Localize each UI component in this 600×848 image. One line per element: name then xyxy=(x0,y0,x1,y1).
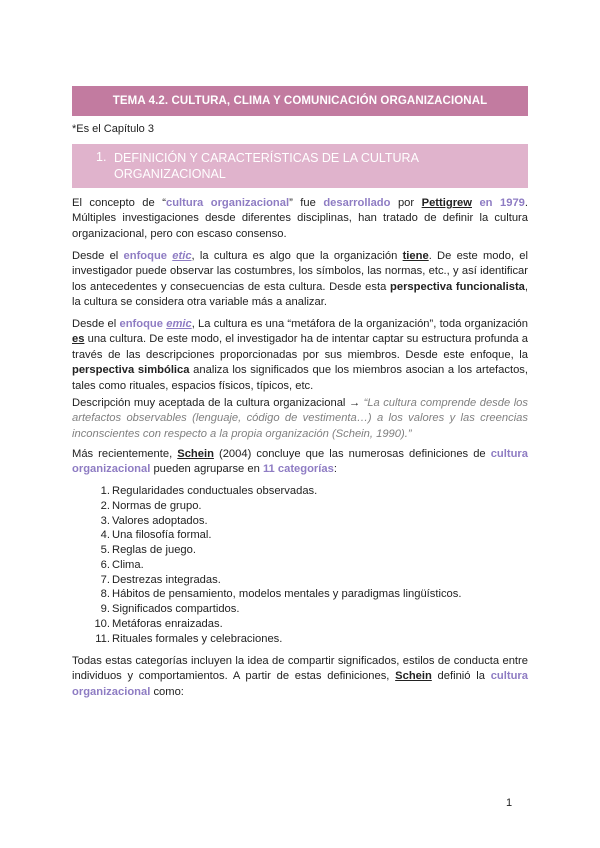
list-item xyxy=(72,514,528,529)
text-span: , la cultura se considera otra variable más a analizar. xyxy=(72,280,528,309)
text-span: definió la xyxy=(431,670,491,683)
text-span: Más recientemente, xyxy=(72,448,178,460)
list-text: Reglas de juego. xyxy=(112,544,196,556)
list-number: 10. xyxy=(94,617,110,630)
page-number: 1 xyxy=(506,797,513,809)
text-span: Descripción muy aceptada de la cultura organizacional → xyxy=(72,397,364,409)
keyword-perspectiva-funcionalista: perspectiva funcionalista xyxy=(390,280,525,293)
keyword-es: es xyxy=(72,333,85,346)
keyword-cultura-organizacional: cultura organizacional xyxy=(72,670,528,698)
list-number: 5. xyxy=(100,544,110,556)
text-span: , la cultura es algo que la organización xyxy=(191,250,403,262)
list-number: 9. xyxy=(100,603,110,615)
paragraph-schein-definicion xyxy=(72,654,528,700)
list-text: Valores adoptados. xyxy=(112,514,208,527)
text-span: Desde el xyxy=(72,318,120,330)
keyword-cultura-organizacional: cultura organizacional xyxy=(72,448,528,476)
list-text: Significados compartidos. xyxy=(112,603,240,615)
keyword-enfoque: enfoque xyxy=(123,250,173,262)
keyword-perspectiva-simbolica: perspectiva simbólica xyxy=(72,364,190,377)
keyword-tiene: tiene xyxy=(402,250,429,262)
text-span: Todas estas categorías incluyen la idea de compartir significados, estilos de conducta entre individuos y comportamientos. A partir de estas definiciones, xyxy=(72,655,528,683)
section-heading-bar xyxy=(72,144,528,188)
chapter-title-bar xyxy=(72,86,528,116)
list-item xyxy=(72,602,528,617)
list-item xyxy=(72,558,528,573)
paragraph-schein-categorias xyxy=(72,447,528,478)
list-number: 1. xyxy=(100,485,110,497)
list-text: Metáforas enraizadas. xyxy=(112,617,223,630)
list-text: Hábitos de pensamiento, modelos mentales y paradigmas lingüísticos. xyxy=(112,588,462,601)
list-number: 3. xyxy=(100,514,110,527)
keyword-etic: etic xyxy=(172,250,192,262)
list-number: 7. xyxy=(100,573,110,586)
list-number: 8. xyxy=(100,588,110,601)
text-span: como: xyxy=(150,685,184,698)
text-span: (2004) concluye que las numerosas definiciones de xyxy=(213,448,491,460)
chapter-note: *Es el Capítulo 3 xyxy=(72,123,154,135)
text-span: . De este modo, el investigador puede observar las costumbres, los símbolos, las normas, etc., y así identificar los antecedentes y consecuencias de esta cultura. Desde esta xyxy=(72,250,528,293)
list-item xyxy=(72,528,528,543)
keyword-pettigrew: Pettigrew xyxy=(421,197,472,209)
paragraph-enfoque-etic xyxy=(72,249,528,311)
list-number: 2. xyxy=(100,499,110,512)
chapter-title: TEMA 4.2. CULTURA, CLIMA Y COMUNICACIÓN ORGANIZACIONAL xyxy=(112,95,488,107)
keyword-enfoque: enfoque xyxy=(119,318,167,330)
list-number: 6. xyxy=(100,558,110,571)
text-span: ” fue xyxy=(289,197,324,209)
list-item xyxy=(72,543,528,558)
list-item xyxy=(72,587,528,602)
list-text: Rituales formales y celebraciones. xyxy=(112,632,283,645)
text-span: . Múltiples investigaciones desde diferentes disciplinas, han tratado de definir la cultura organizacional, pero con escaso consenso. xyxy=(72,197,528,240)
section-title: DEFINICIÓN Y CARACTERÍSTICAS DE LA CULTURA ORGANIZACIONAL xyxy=(114,151,419,181)
text-span: una cultura. De este modo, el investigador ha de intentar captar su estructura profunda a través de las descripciones proporcionadas por sus miembros. Desde este enfoque, la xyxy=(72,333,528,361)
list-text: Regularidades conductuales observadas. xyxy=(112,485,318,497)
keyword-schein: Schein xyxy=(395,670,432,683)
text-span: , La cultura es una “metáfora de la organización”, toda organización xyxy=(191,318,528,330)
list-item xyxy=(72,617,528,632)
list-number: 11. xyxy=(95,632,110,645)
list-text: Clima. xyxy=(112,558,144,571)
list-text: Una filosofía formal. xyxy=(112,529,212,542)
list-number: 4. xyxy=(100,529,110,542)
text-span: pueden agruparse en xyxy=(150,463,263,476)
keyword-11-categorias: 11 categorías xyxy=(262,463,334,476)
section-number: 1. xyxy=(96,150,107,164)
keyword-schein: Schein xyxy=(177,448,214,460)
paragraph-pettigrew xyxy=(72,196,528,242)
keyword-emic: emic xyxy=(166,318,192,330)
quote-schein-1990: “La cultura comprende desde los artefactos observables (lenguaje, código de vestimenta…) a los valores y las creencias inconscientes con respecto a la propia organización (Schein, 1990).” xyxy=(72,397,529,440)
text-span: Desde el xyxy=(72,250,124,262)
text-span: por xyxy=(390,197,422,209)
paragraph-definicion-aceptada xyxy=(72,396,528,442)
keyword-desarrollado: desarrollado xyxy=(323,197,391,209)
list-item xyxy=(72,573,528,588)
list-item xyxy=(72,484,528,499)
list-item xyxy=(72,499,528,514)
text-span: : xyxy=(333,463,337,476)
list-item xyxy=(72,632,528,647)
list-text: Normas de grupo. xyxy=(112,499,202,512)
text-span: El concepto de “ xyxy=(72,197,166,209)
categories-list xyxy=(72,484,528,646)
paragraph-enfoque-emic xyxy=(72,317,528,394)
text-span: analiza los significados que los miembros asocian a los artefactos, tales como rituales, espacios físicos, típicos, etc. xyxy=(72,364,528,392)
keyword-cultura-organizacional: cultura organizacional xyxy=(165,197,290,209)
list-text: Destrezas integradas. xyxy=(112,573,221,586)
keyword-year: en 1979 xyxy=(471,197,525,209)
